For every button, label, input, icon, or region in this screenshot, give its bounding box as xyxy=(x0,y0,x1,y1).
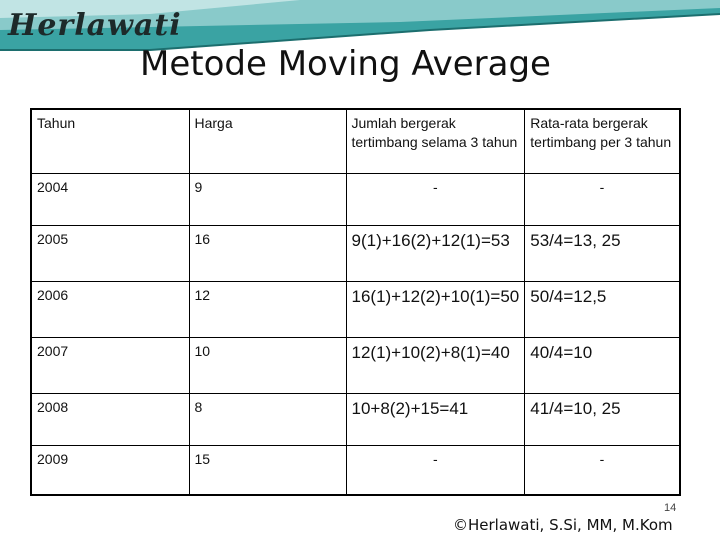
table-row xyxy=(31,281,680,337)
copyright-footer: ©Herlawati, S.Si, MM, M.Kom xyxy=(453,516,673,534)
cell-year: 2005 xyxy=(31,225,189,281)
cell-weighted-sum: 10+8(2)+15=41 xyxy=(346,393,525,445)
cell-price: 12 xyxy=(189,281,346,337)
table-header-row xyxy=(31,109,680,173)
cell-year: 2009 xyxy=(31,445,189,495)
cell-year: 2008 xyxy=(31,393,189,445)
cell-weighted-sum: 12(1)+10(2)+8(1)=40 xyxy=(346,337,525,393)
table-row xyxy=(31,393,680,445)
header-rata-rata-bergerak: Rata-rata bergerak tertimbang per 3 tahun xyxy=(525,109,680,173)
moving-average-table xyxy=(30,108,681,496)
cell-price: 16 xyxy=(189,225,346,281)
cell-weighted-average: 50/4=12,5 xyxy=(525,281,680,337)
cell-weighted-average: - xyxy=(525,445,680,495)
cell-weighted-average: 40/4=10 xyxy=(525,337,680,393)
page-number: 14 xyxy=(664,502,677,514)
cell-weighted-average: - xyxy=(525,173,680,225)
cell-weighted-sum: 9(1)+16(2)+12(1)=53 xyxy=(346,225,525,281)
header-harga: Harga xyxy=(189,109,346,173)
table-row xyxy=(31,173,680,225)
cell-weighted-sum: - xyxy=(346,445,525,495)
cell-price: 8 xyxy=(189,393,346,445)
cell-year: 2007 xyxy=(31,337,189,393)
cell-price: 15 xyxy=(189,445,346,495)
cell-year: 2006 xyxy=(31,281,189,337)
cell-price: 9 xyxy=(189,173,346,225)
slide-title: Metode Moving Average xyxy=(140,44,551,84)
cell-price: 10 xyxy=(189,337,346,393)
cell-weighted-sum: 16(1)+12(2)+10(1)=50 xyxy=(346,281,525,337)
table-row xyxy=(31,445,680,495)
table-row xyxy=(31,337,680,393)
cell-weighted-sum: - xyxy=(346,173,525,225)
cell-weighted-average: 53/4=13, 25 xyxy=(525,225,680,281)
cell-year: 2004 xyxy=(31,173,189,225)
header-jumlah-bergerak: Jumlah bergerak tertimbang selama 3 tahun xyxy=(346,109,525,173)
cell-weighted-average: 41/4=10, 25 xyxy=(525,393,680,445)
brand-logo-text: Herlawati xyxy=(8,8,182,43)
table-row xyxy=(31,225,680,281)
header-tahun: Tahun xyxy=(31,109,189,173)
